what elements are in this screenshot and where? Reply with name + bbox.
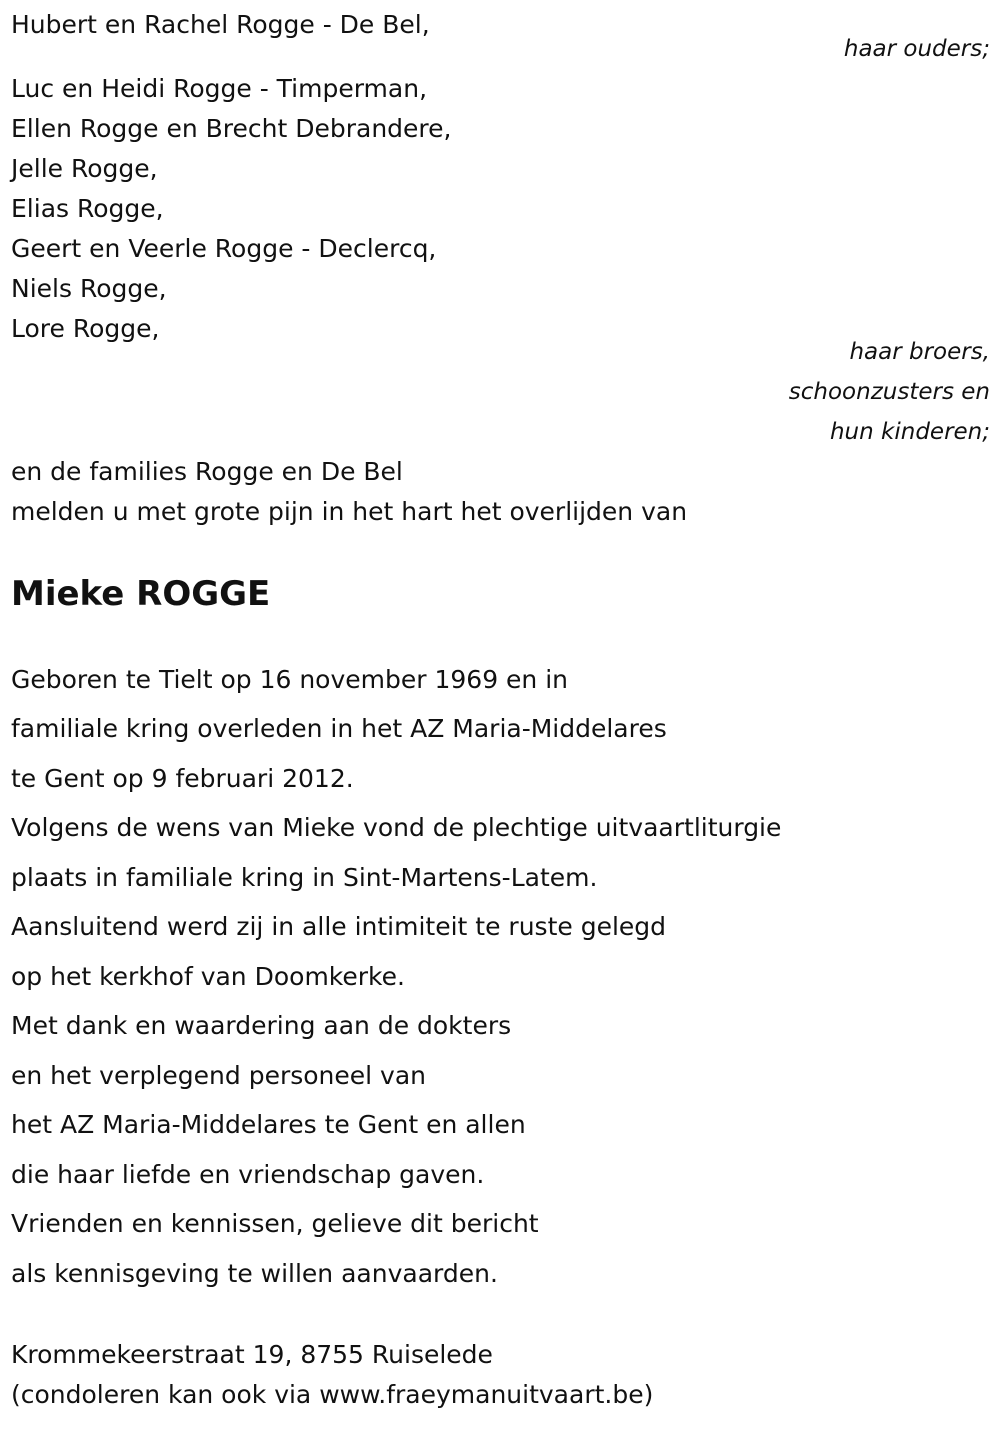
sibling-line: Elias Rogge,: [11, 194, 164, 223]
siblings-role-line: haar broers,: [849, 339, 990, 365]
sibling-line: Niels Rogge,: [11, 274, 167, 303]
siblings-role-line: hun kinderen;: [829, 419, 990, 445]
body-line: het AZ Maria-Middelares te Gent en allen: [11, 1110, 526, 1139]
body-line: en het verplegend personeel van: [11, 1061, 427, 1090]
body-line: Volgens de wens van Mieke vond de plechtige uitvaartliturgie: [11, 813, 782, 842]
body-line: Geboren te Tielt op 16 november 1969 en in: [11, 665, 569, 694]
families-line: en de families Rogge en De Bel: [11, 457, 403, 486]
body-line: Aansluitend werd zij in alle intimiteit te ruste gelegd: [11, 912, 667, 941]
body-line: als kennisgeving te willen aanvaarden.: [11, 1259, 498, 1288]
body-line: die haar liefde en vriendschap gaven.: [11, 1160, 485, 1189]
body-line: plaats in familiale kring in Sint-Martens-Latem.: [11, 863, 598, 892]
body-line: Vrienden en kennissen, gelieve dit bericht: [11, 1209, 539, 1238]
sibling-line: Jelle Rogge,: [11, 154, 158, 183]
siblings-role-line: schoonzusters en: [788, 379, 990, 405]
body-line: familiale kring overleden in het AZ Maria-Middelares: [11, 714, 667, 743]
sibling-line: Luc en Heidi Rogge - Timperman,: [11, 74, 428, 103]
families-line: melden u met grote pijn in het hart het overlijden van: [11, 497, 688, 526]
parents-role: haar ouders;: [843, 36, 990, 62]
deceased-name: Mieke ROGGE: [11, 574, 271, 614]
body-line: op het kerkhof van Doomkerke.: [11, 962, 405, 991]
sibling-line: Ellen Rogge en Brecht Debrandere,: [11, 114, 452, 143]
parents-names: Hubert en Rachel Rogge - De Bel,: [11, 10, 430, 39]
sibling-line: Lore Rogge,: [11, 314, 160, 343]
body-line: Met dank en waardering aan de dokters: [11, 1011, 512, 1040]
condolence-link-text: (condoleren kan ook via www.fraeymanuitvaart.be): [11, 1380, 654, 1409]
sibling-line: Geert en Veerle Rogge - Declercq,: [11, 234, 437, 263]
body-line: te Gent op 9 februari 2012.: [11, 764, 354, 793]
address-street: Krommekeerstraat 19, 8755 Ruiselede: [11, 1340, 493, 1369]
